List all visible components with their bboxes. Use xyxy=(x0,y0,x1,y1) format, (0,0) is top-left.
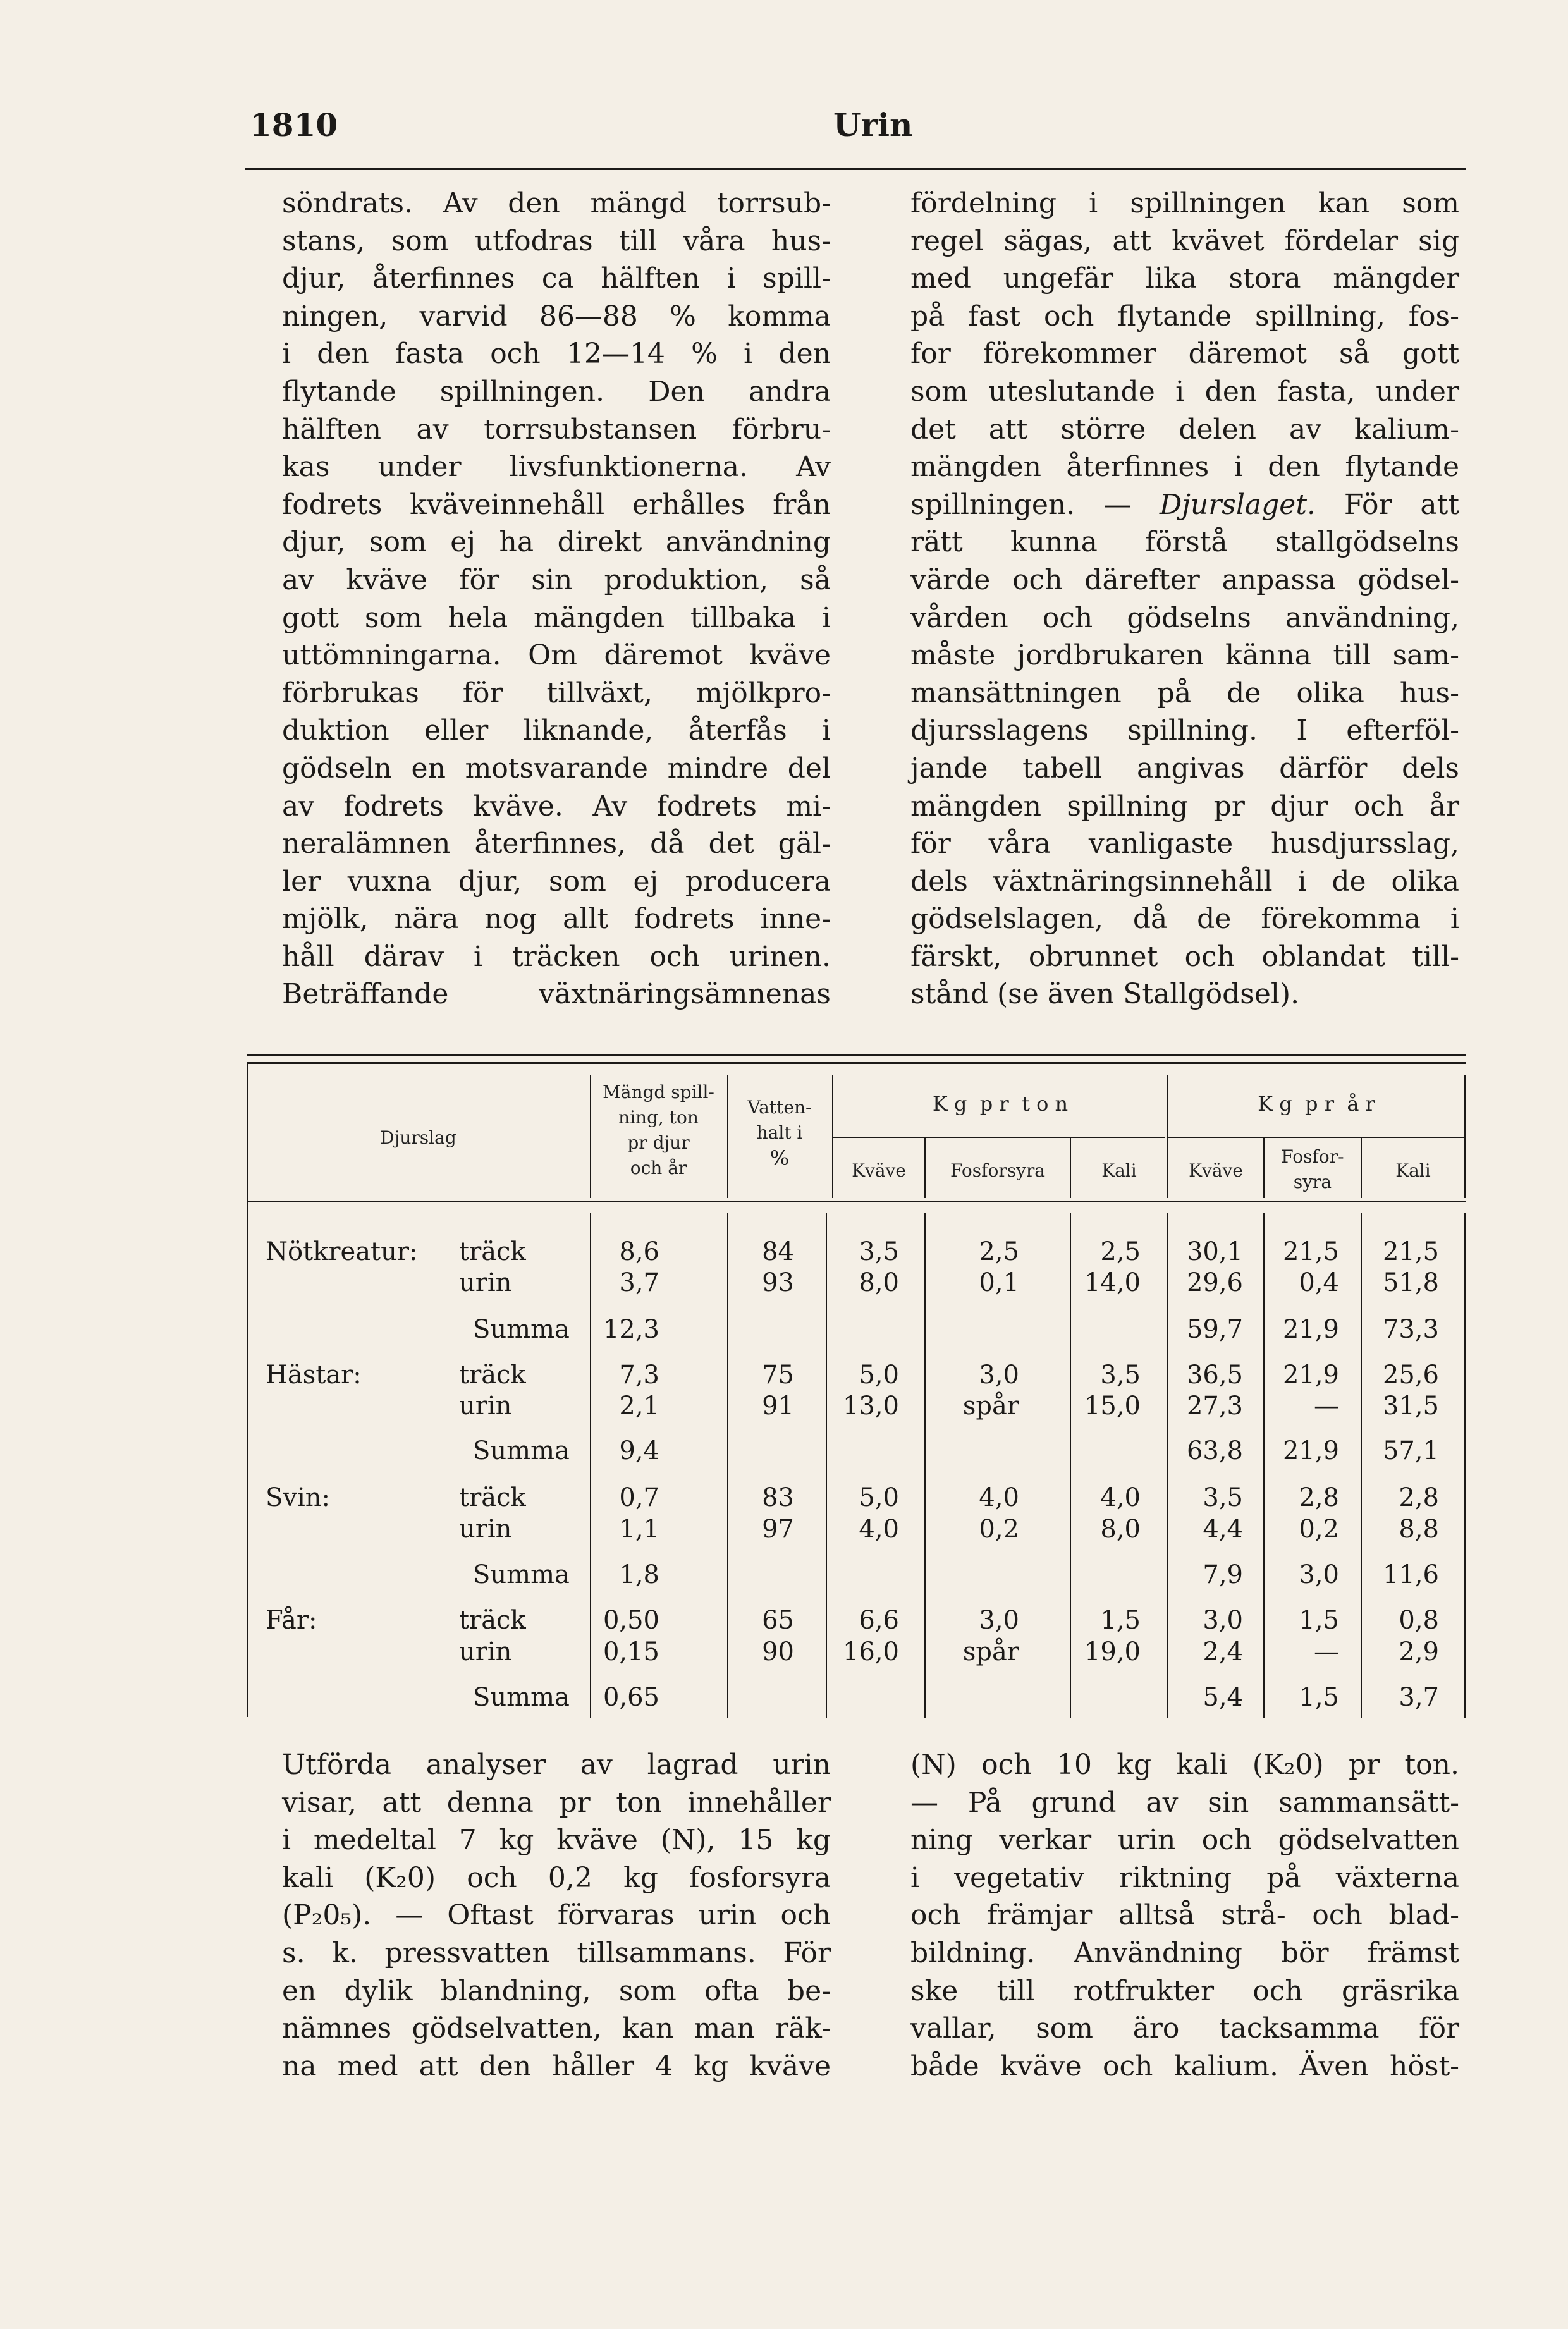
sum-label: Summa xyxy=(473,1560,570,1589)
page-number: 1810 xyxy=(250,106,338,144)
group-name: Nötkreatur: xyxy=(266,1237,418,1266)
text-segment: För att xyxy=(1316,488,1459,521)
text-line: stånd (se även Stallgödsel). xyxy=(910,978,1300,1011)
text-line: Beträffande växtnäringsämnenas xyxy=(282,978,831,1011)
text-line: en dylik blandning, som ofta be- xyxy=(282,1974,831,2007)
sum-ar-kali: 73,3 xyxy=(1382,1315,1439,1344)
bottom-left-column xyxy=(282,1746,831,2085)
text-line: kali (K₂0) och 0,2 kg fosforsyra xyxy=(282,1861,831,1894)
text-line: regel sägas, att kvävet fördelar sig xyxy=(910,224,1459,257)
sum-ar-fosforsyra: 21,9 xyxy=(1282,1315,1339,1344)
cell-mangd: 7,3 xyxy=(619,1360,659,1390)
cell-mangd: 0,15 xyxy=(603,1637,659,1666)
col-divider xyxy=(247,1063,248,1717)
header-kg-pr-ar: K g p r å r xyxy=(1258,1092,1375,1116)
cell-ton-kali: 15,0 xyxy=(1084,1391,1141,1421)
cell-ton-kvave: 4,0 xyxy=(859,1515,899,1544)
header-rule xyxy=(245,168,1466,170)
cell-ton-fosforsyra: 3,0 xyxy=(979,1606,1019,1635)
text-segment: spillningen. — xyxy=(910,488,1160,521)
cell-vatten: 97 xyxy=(762,1515,794,1544)
sum-ar-kali: 11,6 xyxy=(1382,1560,1439,1589)
cell-ton-kvave: 13,0 xyxy=(842,1391,899,1421)
text-line: värde och därefter anpassa gödsel- xyxy=(910,563,1459,596)
header-line: Fosfor- xyxy=(1281,1146,1344,1167)
header-fosforsyra-ar xyxy=(1265,1144,1361,1195)
cell-ton-fosforsyra: 4,0 xyxy=(979,1483,1019,1512)
row-sub: träck xyxy=(459,1237,526,1266)
text-line: som uteslutande i den fasta, under xyxy=(910,375,1459,408)
header-kvave: Kväve xyxy=(852,1160,906,1181)
header-line: pr djur xyxy=(627,1132,690,1153)
header-mangd xyxy=(591,1080,726,1181)
header-djurslag: Djurslag xyxy=(380,1127,456,1148)
group-name: Svin: xyxy=(266,1483,331,1512)
sum-ar-fosforsyra: 3,0 xyxy=(1299,1560,1339,1589)
group-name: Hästar: xyxy=(266,1360,362,1390)
cell-vatten: 91 xyxy=(762,1391,794,1421)
col-divider xyxy=(1464,1075,1466,1198)
sum-ar-kvave: 7,9 xyxy=(1203,1560,1243,1589)
text-line: gödselslagen, då de förekomma i xyxy=(910,903,1459,936)
text-line: färskt, obrunnet och oblandat till- xyxy=(910,940,1459,973)
text-line: med ungefär lika stora mängder xyxy=(910,262,1459,295)
cell-ar-kvave: 2,4 xyxy=(1203,1637,1243,1666)
text-line: kas under livsfunktionerna. Av xyxy=(282,451,831,484)
sum-mangd: 9,4 xyxy=(619,1436,659,1465)
text-line: i medeltal 7 kg kväve (N), 15 kg xyxy=(282,1824,831,1857)
cell-ar-kvave: 29,6 xyxy=(1186,1268,1243,1297)
text-line: både kväve och kalium. Även höst- xyxy=(910,2050,1459,2082)
sum-ar-kali: 57,1 xyxy=(1382,1436,1439,1465)
text-line: gödseln en motsvarande mindre del xyxy=(282,752,831,785)
sum-mangd: 12,3 xyxy=(603,1315,659,1344)
group-name: Får: xyxy=(266,1606,317,1635)
text-line: djur, som ej ha direkt användning xyxy=(282,526,831,559)
sum-label: Summa xyxy=(473,1436,570,1465)
cell-ar-kali: 8,8 xyxy=(1399,1515,1439,1544)
row-sub: träck xyxy=(459,1606,526,1635)
row-sub: urin xyxy=(459,1637,512,1666)
sum-ar-kali: 3,7 xyxy=(1399,1683,1439,1712)
sum-mangd: 0,65 xyxy=(603,1683,659,1712)
cell-ar-kali: 21,5 xyxy=(1382,1237,1439,1266)
cell-ar-fosforsyra: 0,2 xyxy=(1299,1515,1339,1544)
text-line: vården och gödselns användning, xyxy=(910,601,1459,634)
row-sub: urin xyxy=(459,1268,512,1297)
top-right-column xyxy=(910,185,1459,1013)
text-line: na med att den håller 4 kg kväve xyxy=(282,2050,831,2082)
cell-mangd: 2,1 xyxy=(619,1391,659,1421)
text-line: av fodrets kväve. Av fodrets mi- xyxy=(282,790,831,822)
cell-ton-kali: 8,0 xyxy=(1100,1515,1141,1544)
row-sub: träck xyxy=(459,1483,526,1512)
text-line: for förekommer däremot så gott xyxy=(910,338,1459,370)
sum-label: Summa xyxy=(473,1683,570,1712)
header-line: och år xyxy=(630,1158,687,1178)
cell-ar-kali: 2,9 xyxy=(1399,1637,1439,1666)
running-head: Urin xyxy=(833,106,913,144)
text-line: fördelning i spillningen kan som xyxy=(910,187,1459,219)
header-kali: Kali xyxy=(1101,1160,1137,1181)
cell-ton-kali: 4,0 xyxy=(1100,1483,1141,1512)
cell-ar-fosforsyra: 1,5 xyxy=(1299,1606,1339,1635)
text-line: för våra vanligaste husdjursslag, xyxy=(910,828,1459,860)
header-bottom-rule xyxy=(247,1201,1466,1202)
text-line: visar, att denna pr ton innehåller xyxy=(282,1786,831,1819)
text-line: jande tabell angivas därför dels xyxy=(910,752,1459,785)
text-line: djur, återfinnes ca hälften i spill- xyxy=(282,262,831,295)
cell-mangd: 1,1 xyxy=(619,1515,659,1544)
cell-vatten: 75 xyxy=(762,1360,794,1390)
text-line: nämnes gödselvatten, kan man räk- xyxy=(282,2012,831,2045)
cell-ar-kvave: 36,5 xyxy=(1186,1360,1243,1390)
subheader-rule-ton xyxy=(833,1137,1165,1138)
bottom-right-column xyxy=(910,1746,1459,2085)
text-line: s. k. pressvatten tillsammans. För xyxy=(282,1936,831,1969)
cell-vatten: 93 xyxy=(762,1268,794,1297)
text-line: mjölk, nära nog allt fodrets inne- xyxy=(282,903,831,936)
subheader-rule-ar xyxy=(1168,1137,1466,1138)
header-vatten xyxy=(728,1095,831,1171)
text-line: vallar, som äro tacksamma för xyxy=(910,2012,1459,2045)
cell-ton-fosforsyra: 3,0 xyxy=(979,1360,1019,1390)
text-line: i vegetativ riktning på växterna xyxy=(910,1861,1459,1894)
cell-ton-kvave: 3,5 xyxy=(859,1237,899,1266)
cell-vatten: 84 xyxy=(762,1237,794,1266)
cell-ar-kvave: 3,0 xyxy=(1203,1606,1243,1635)
text-line: mängden återfinnes i den flytande xyxy=(910,451,1459,484)
cell-ton-kali: 19,0 xyxy=(1084,1637,1141,1666)
cell-ton-fosforsyra: 0,2 xyxy=(979,1515,1019,1544)
header-kg-pr-ton: K g p r t o n xyxy=(932,1092,1069,1116)
cell-ton-fosforsyra: 0,1 xyxy=(979,1268,1019,1297)
text-line: duktion eller liknande, återfås i xyxy=(282,714,831,747)
cell-ar-kali: 0,8 xyxy=(1399,1606,1439,1635)
text-line: gott som hela mängden tillbaka i xyxy=(282,601,831,634)
header-line: % xyxy=(769,1146,790,1170)
cell-ton-kvave: 5,0 xyxy=(859,1483,899,1512)
text-line: och främjar alltså strå- och blad- xyxy=(910,1899,1459,1932)
cell-mangd: 8,6 xyxy=(619,1237,659,1266)
cell-ton-kvave: 6,6 xyxy=(859,1606,899,1635)
text-line: stans, som utfodras till våra hus- xyxy=(282,224,831,257)
sum-ar-fosforsyra: 1,5 xyxy=(1299,1683,1339,1712)
header-kvave-ar: Kväve xyxy=(1189,1160,1243,1181)
row-sub: urin xyxy=(459,1391,512,1421)
text-line: mansättningen på de olika hus- xyxy=(910,676,1459,709)
cell-ton-kali: 3,5 xyxy=(1100,1360,1141,1390)
sum-label: Summa xyxy=(473,1315,570,1344)
cell-ton-kali: 1,5 xyxy=(1100,1606,1141,1635)
table-top-rule-2 xyxy=(247,1062,1466,1064)
cell-ar-kali: 25,6 xyxy=(1382,1360,1439,1390)
text-line: Utförda analyser av lagrad urin xyxy=(282,1749,831,1781)
cell-ton-fosforsyra: 2,5 xyxy=(979,1237,1019,1266)
text-line: mängden spillning pr djur och år xyxy=(910,790,1459,822)
text-line: dels växtnäringsinnehåll i de olika xyxy=(910,865,1459,898)
cell-mangd: 0,7 xyxy=(619,1483,659,1512)
text-line: ning verkar urin och gödselvatten xyxy=(910,1824,1459,1857)
top-left-column xyxy=(282,185,831,1013)
cell-ar-kvave: 3,5 xyxy=(1203,1483,1243,1512)
sum-ar-kvave: 59,7 xyxy=(1186,1315,1243,1344)
cell-ar-fosforsyra: 21,9 xyxy=(1282,1360,1339,1390)
cell-ar-kvave: 27,3 xyxy=(1186,1391,1243,1421)
cell-ar-fosforsyra: — xyxy=(1314,1637,1339,1666)
cell-vatten: 90 xyxy=(762,1637,794,1666)
text-line: måste jordbrukaren känna till sam- xyxy=(910,639,1459,672)
text-line: rätt kunna förstå stallgödselns xyxy=(910,526,1459,559)
text-line: (P₂0₅). — Oftast förvaras urin och xyxy=(282,1899,831,1932)
cell-ton-fosforsyra: spår xyxy=(962,1637,1019,1666)
row-sub: träck xyxy=(459,1360,526,1390)
text-line: hälften av torrsubstansen förbru- xyxy=(282,413,831,446)
header-line: ning, ton xyxy=(618,1107,699,1128)
text-line: av kväve för sin produktion, så xyxy=(282,563,831,596)
body-col-divider xyxy=(1464,1213,1466,1718)
sum-mangd: 1,8 xyxy=(619,1560,659,1589)
cell-ar-fosforsyra: 2,8 xyxy=(1299,1483,1339,1512)
text-line: ske till rotfrukter och gräsrika xyxy=(910,1974,1459,2007)
header-fosforsyra: Fosforsyra xyxy=(950,1160,1045,1181)
text-line: håll därav i träcken och urinen. xyxy=(282,940,831,973)
header-line: syra xyxy=(1293,1171,1332,1192)
sum-ar-kvave: 63,8 xyxy=(1186,1436,1243,1465)
sum-ar-kvave: 5,4 xyxy=(1203,1683,1243,1712)
text-line: neralämnen återfinnes, då det gäl- xyxy=(282,828,831,860)
text-line: ler vuxna djur, som ej producera xyxy=(282,865,831,898)
cell-ar-kali: 51,8 xyxy=(1382,1268,1439,1297)
sum-ar-fosforsyra: 21,9 xyxy=(1282,1436,1339,1465)
text-line: förbrukas för tillväxt, mjölkpro- xyxy=(282,676,831,709)
cell-ar-fosforsyra: — xyxy=(1314,1391,1339,1421)
text-line: ningen, varvid 86—88 % komma xyxy=(282,300,831,333)
text-line: — På grund av sin sammansätt- xyxy=(910,1786,1459,1819)
text-line: söndrats. Av den mängd torrsub- xyxy=(282,187,831,219)
text-line xyxy=(910,486,1459,524)
text-line: bildning. Användning bör främst xyxy=(910,1936,1459,1969)
cell-vatten: 83 xyxy=(762,1483,794,1512)
header-line: Mängd spill- xyxy=(603,1082,714,1103)
cell-mangd: 0,50 xyxy=(603,1606,659,1635)
text-line: i den fasta och 12—14 % i den xyxy=(282,338,831,370)
cell-ar-fosforsyra: 0,4 xyxy=(1299,1268,1339,1297)
cell-ar-kvave: 4,4 xyxy=(1203,1515,1243,1544)
header-line: Vatten- xyxy=(747,1097,812,1118)
text-line: (N) och 10 kg kali (K₂0) pr ton. xyxy=(910,1749,1459,1781)
cell-ar-fosforsyra: 21,5 xyxy=(1282,1237,1339,1266)
text-line: uttömningarna. Om däremot kväve xyxy=(282,639,831,672)
cell-ton-kvave: 16,0 xyxy=(842,1637,899,1666)
text-line: flytande spillningen. Den andra xyxy=(282,375,831,408)
header-kali-ar: Kali xyxy=(1395,1160,1431,1181)
cell-ar-kali: 31,5 xyxy=(1382,1391,1439,1421)
header-line: halt i xyxy=(756,1122,803,1143)
cell-ton-kvave: 5,0 xyxy=(859,1360,899,1390)
row-sub: urin xyxy=(459,1515,512,1544)
cross-reference: Djurslaget. xyxy=(1159,488,1316,521)
cell-ar-kali: 2,8 xyxy=(1399,1483,1439,1512)
cell-ton-kali: 2,5 xyxy=(1100,1237,1141,1266)
cell-mangd: 3,7 xyxy=(619,1268,659,1297)
cell-ar-kvave: 30,1 xyxy=(1186,1237,1243,1266)
cell-ton-kvave: 8,0 xyxy=(859,1268,899,1297)
text-line: på fast och flytande spillning, fos- xyxy=(910,300,1459,333)
cell-ton-kali: 14,0 xyxy=(1084,1268,1141,1297)
text-line: fodrets kväveinnehåll erhålles från xyxy=(282,488,831,521)
text-line: djursslagens spillning. I efterföl- xyxy=(910,714,1459,747)
cell-vatten: 65 xyxy=(762,1606,794,1635)
text-line: det att större delen av kalium- xyxy=(910,413,1459,446)
cell-ton-fosforsyra: spår xyxy=(962,1391,1019,1421)
table-top-rule xyxy=(247,1054,1466,1056)
